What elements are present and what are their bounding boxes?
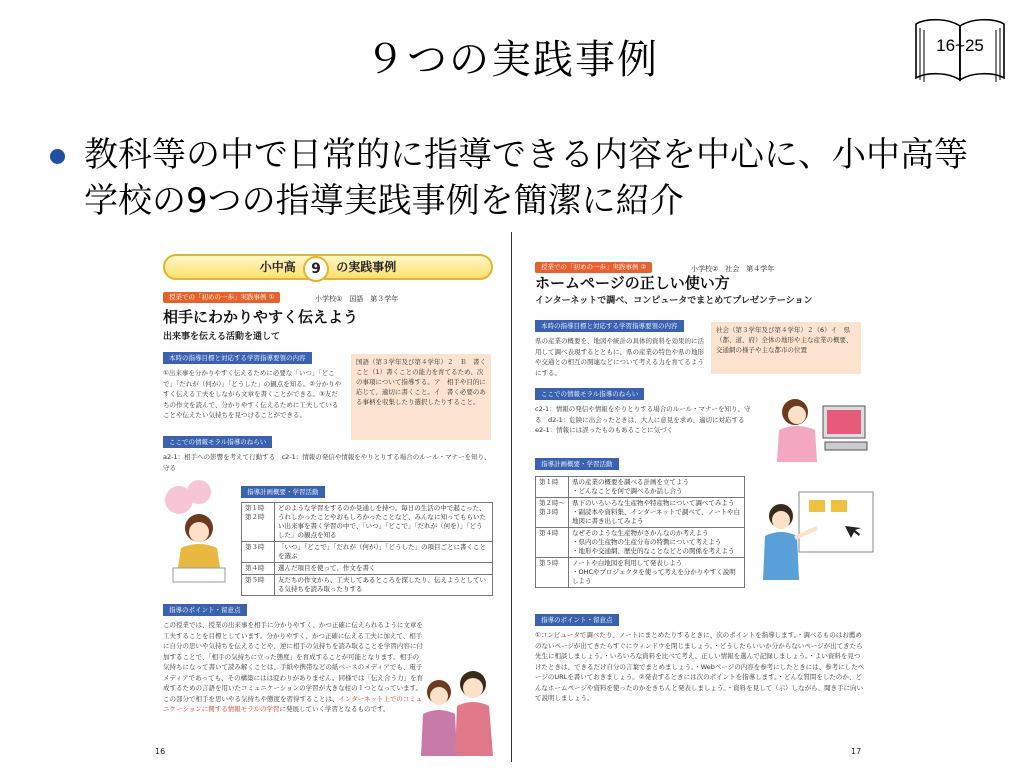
schedule-activity: 友だちの作文から、工夫してあるところを探したり、伝えようとしている気持ちを読み取ったりする [275,575,493,596]
schedule-period: 第３時 [242,542,275,563]
left-sec1-text: ①出来事を分かりやすく伝えるために必要な「いつ」「どこで」「だれが（何が）」「どうした」の観点を知る。②分かりやすく伝える工夫をしながら文章を書くことができる。③友だちの作文を読んで、分かりやすく伝えるために工夫していることや伝えたい気持ちを見つけることができる。 [163,369,342,419]
right-schedule-table [535,476,745,588]
schedule-activity: どのような学習をするのか見通しを持つ。毎日の生活の中で起こった、うれしかったことやおもしろかったことなど、みんなに知ってもらいたい出来事を書く学習の中で、「いつ」「どこで」「だれが（何を）」「どうした」の観点を知る [275,503,493,542]
slide-title: ９つの実践事例 [365,37,659,83]
right-sec2-header: ここでの情報モラル指導のねらい [535,388,644,400]
schedule-row [536,498,745,528]
left-tag: 授業での「初めの一歩」実践事例 ① [163,292,280,303]
left-title: 相手にわかりやすく伝えよう [163,308,359,326]
schedule-row [536,477,745,498]
schedule-activity: 「いつ」「どこで」「だれが（何が）」「どうした」の項目ごとに書くことを選ぶ [275,542,493,563]
schedule-activity: 選んだ項目を使って、作文を書く [275,563,493,575]
right-subtitle: インターネットで調べ、コンピュータでまとめてプレゼンテーション [535,296,813,306]
left-page [155,236,501,764]
schedule-period: 第４時 [536,528,569,558]
right-sec3-header: 指導計画概要・学習活動 [535,458,619,470]
right-page [533,236,879,764]
left-sec4-header: 指導のポイント・留意点 [163,604,247,616]
girl-writing-illustration [159,478,239,588]
left-school: 小学校① 国語 第３学年 [315,295,399,303]
schedule-period: 第５時 [536,558,569,588]
page-reference: 16~25 [936,36,984,55]
schedule-row [242,575,493,596]
schedule-row [242,542,493,563]
left-sec4-text: この授業では、授業の出来事を相手に分かりやすく、かつ正確に伝えられるように文章を工夫することを目標としています。分かりやすく、かつ正確に伝える工夫に加えて、相手に自分の思いや気持ちを伝えることや、逆に相手の気持ちを読み取ることを学習内容に付加することで、「相手の気持ちに立った態度」を育成することが可能となります。相手の気持ちになって書いて読み解くことは、手紙や携帯などの紙ベースのメディアでも、電子メディアであっても、その構築にはは変わりがありません。同様では「伝え合う力」を育成するための言語を用いたコミュニケーションの学習が大きな柱の１つとなっています。この部分で相手を思いやる気持ちや態度を習得することは、 [163,621,423,703]
schedule-period: 第２時〜 第３時 [536,498,569,528]
banner-number: 9 [303,256,329,282]
left-sec4-highlight: インターネット上でのコミュニケーションに関する情報モラルの学習 [163,694,423,713]
schedule-period: 第１時 [536,477,569,498]
schedule-row [536,528,745,558]
left-sec4-tail: に発展していく学習となるものです。 [279,705,390,713]
left-sec2-text: a2-1：相手への影響を考えて行動する c2-1：情報の発信や情報をやりとりする場合のルール・マナーを知り、守る [163,453,491,472]
right-tag: 授業での「初めの一歩」実践事例 ② [535,262,652,273]
right-page-number: 17 [851,747,862,756]
right-sec4-text: ①コンピュータで調べたり、ノートにまとめたりするときに、次のポイントを指導します。・調べるものはお薦めのないページが出てきたらすぐにウィンドウを閉じましょう。・どうしたらいいか分からないページが出てきたら先生に相談しましょう。・いろいろな資料を比べて考え、正しい情報を選んで記録しましょう。・よい資料を見つけたときは、できるだけ自分の言葉でまとめましょう。・Webページの内容を参考にしたときには、参考にしたページのURLを書いておきましょう。②発表するときには次のポイントを指導します。・どんな質問をしたのか、どんなホームページや資料を使ったのかをきちんと発表しましょう。・資料を見して（示）しながら、聞き手に向いて説明しましょう。 [535,631,865,702]
bullet-dot-icon [50,149,65,164]
left-schedule-table [241,502,493,596]
right-sec1-text: 県の産業の概要を、地図や統計の具体的資料を効果的に活用して調べ表現するとともに、県の産業の特色や県の地形や交通との相互の関連などについて考える力を育てるようにする。 [535,337,704,377]
teacher-child-illustration [417,666,497,756]
left-page-number: 16 [155,747,166,756]
left-sec3-header: 指導計画概要・学習活動 [241,486,325,498]
girl-computer-illustration [769,394,875,464]
right-sec4-header: 指導のポイント・留意点 [535,614,619,626]
left-subtitle: 出来事を伝える活動を通して [163,332,281,342]
page-divider [511,232,512,762]
right-school: 小学校② 社会 第４学年 [691,265,775,273]
schedule-activity: 県の産業の概要を調べる計画を立てよう ・どんなことを何で調べるか話し合う [569,477,745,498]
right-title: ホームページの正しい使い方 [535,274,730,292]
schedule-activity: なぜそのような生産物がさかんなのか考えよう ・県内の生産物の生産分布の特徴について考えよう ・地形や交通網、歴史的なことなどとの関係を考えよう [569,528,745,558]
right-curriculum-box: 社会（第３学年及び第４学年）２（6）イ 県（都、道、府）全体の地形や主な産業の概要、交通網の様子や主な都市の位置 [711,322,861,374]
left-sec2-header: ここでの情報モラル指導のねらい [163,436,272,448]
bullet-text: 教科等の中で日常的に指導できる内容を中心に、小中高等学校の9つの指導実践事例を簡潔に紹介 [84,135,968,221]
left-banner [163,254,493,280]
right-sec1-header: 本時の指導目標と対応する学習指導要領の内容 [535,320,684,332]
schedule-row [242,503,493,542]
right-sec2-text: c2-1：情報の発信や情報をやりとりする場合のルール・マナーを知り、守る d2-1：危険に出会ったときは、大人に意見を求め、適切に対応する e2-1：情報には誤ったものもあることに気づく [535,405,751,434]
schedule-period: 第１時 第２時 [242,503,275,542]
left-sec1-header: 本時の指導目標と対応する学習指導要領の内容 [163,352,312,364]
boy-presenting-illustration [759,486,877,582]
banner-suffix: の実践事例 [336,260,397,274]
left-sec4-body [163,620,423,715]
schedule-row [536,558,745,588]
schedule-activity: 県下のいろいろな生産物や特産物について調べてみよう ・副読本や資料集、インターネットで調べて、ノートや白地図に書き出してみよう [569,498,745,528]
banner-prefix: 小中高 [259,260,296,274]
schedule-period: 第５時 [242,575,275,596]
book-icon [912,14,1008,88]
schedule-row [242,563,493,575]
left-curriculum-box: 国語（第３学年及び第４学年）２ Ｂ 書くこと（1）書くことの能力を育てるため、次の事項について指導する。ア 相手や目的に応じて、適切に書くこと。イ 書く必要のある事柄を収集したり選択したりすること。 [351,354,491,440]
schedule-period: 第４時 [242,563,275,575]
schedule-activity: ノートや白地図を利用して発表しよう ・OHCやプロジェクタを使って考えを分かりやすく説明しよう [569,558,745,588]
